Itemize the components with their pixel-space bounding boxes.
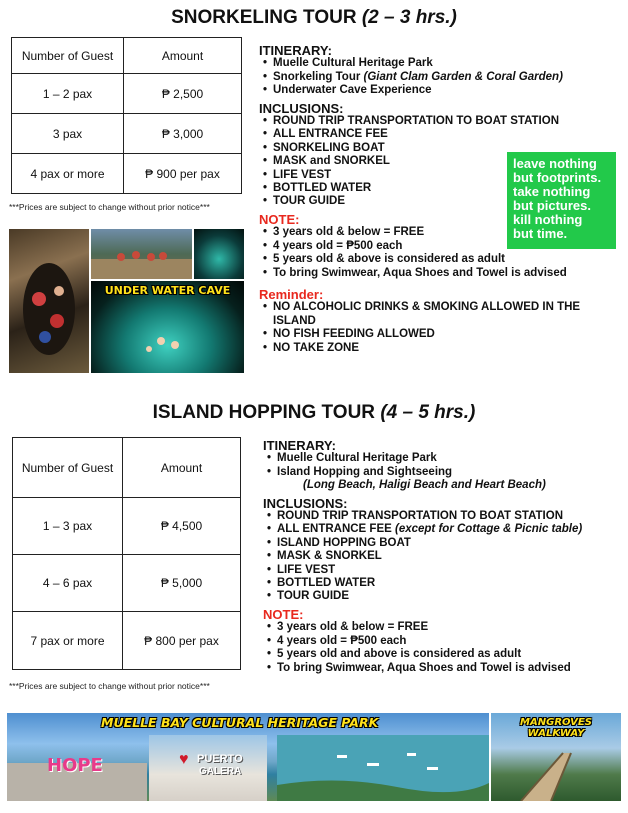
itinerary-heading: ITINERARY: [259,43,332,58]
list-item: • 3 years old & below = FREE [273,226,619,239]
snorkeling-duration: (2 – 3 hrs.) [361,7,457,28]
reminder-heading: Reminder: [259,286,324,302]
list-item: • To bring Swimwear, Aqua Shoes and Towel is advised [273,267,619,280]
bay-illustration [277,735,489,801]
itinerary-list [259,57,619,101]
amount-cell: ₱ 2,500 [124,74,242,114]
cave-photo [9,229,89,373]
island-price-note: ***Prices are subject to change without prior notice*** [9,681,210,691]
list-item [273,71,619,84]
galera-sign: GALERA [199,766,242,777]
list-item: • BOTTLED WATER [277,577,623,590]
amount-cell: ₱ 900 per pax [124,154,242,194]
itinerary-italic: (Giant Clam Garden & Coral Garden) [363,70,563,83]
quote-line: but pictures. [513,198,592,213]
island-details [263,439,623,679]
quote-line: leave nothing [513,156,597,171]
table-row [12,114,242,154]
list-item: • 4 years old = ₱500 each [273,240,619,253]
list-item: • MASK and SNORKEL [273,155,619,168]
table-header-amount: Amount [123,438,241,498]
guest-cell: 3 pax [12,114,124,154]
list-item: • ROUND TRIP TRANSPORTATION TO BOAT STATION [273,115,619,128]
boardwalk-illustration [491,713,621,801]
island-price-table [12,437,241,670]
list-item [277,523,623,536]
table-header-guest: Number of Guest [12,38,124,74]
mangroves-caption: MANGROVES WALKWAY [520,717,592,739]
note-heading: NOTE: [259,211,300,227]
list-item: • 5 years old and above is considered as adult [277,648,623,661]
island-title-text: ISLAND HOPPING TOUR [152,402,376,423]
list-item: • Underwater Cave Experience [273,84,619,97]
list-item: • LIFE VEST [277,564,623,577]
amount-cell: ₱ 5,000 [123,555,241,612]
note-list [263,621,623,679]
list-item: • Muelle Cultural Heritage Park [273,57,619,70]
note-heading: NOTE: [263,606,304,622]
table-header-row [12,38,242,74]
guest-cell: 1 – 3 pax [13,498,123,555]
guest-cell: 7 pax or more [13,612,123,670]
table-row [13,612,241,670]
mangroves-walkway-photo [491,713,621,801]
snorkeling-price-table [11,37,242,194]
table-row [12,74,242,114]
quote-line: but time. [513,226,568,241]
itinerary-beaches: (Long Beach, Haligi Beach and Heart Beach) [303,479,546,492]
beach-group-photo [91,229,192,279]
guest-cell: 1 – 2 pax [12,74,124,114]
island-title [0,402,628,424]
inclusions-list [263,510,623,608]
list-item: • BOTTLED WATER [273,182,619,195]
group-illustration [91,229,192,279]
inclusions-heading: INCLUSIONS: [259,100,344,116]
itinerary-heading: ITINERARY: [263,438,336,453]
list-item: • Muelle Cultural Heritage Park [277,452,623,465]
guest-cell: 4 pax or more [12,154,124,194]
list-item: • NO ALCOHOLIC DRINKS & SMOKING ALLOWED IN THE ISLAND [273,301,619,328]
inclusion-italic: (except for Cottage & Picnic table) [395,523,583,536]
list-item: • To bring Swimwear, Aqua Shoes and Towel is advised [277,662,623,675]
snorkeling-price-note: ***Prices are subject to change without prior notice*** [9,202,210,212]
swimmers-illustration [91,281,244,373]
underwater-cave-caption: UNDER WATER CAVE [104,284,231,297]
guest-cell: 4 – 6 pax [13,555,123,612]
puerto-sign: PUERTO [197,753,243,765]
list-item: • MASK & SNORKEL [277,550,623,563]
list-item: • LIFE VEST [273,169,619,182]
inclusion-text: ALL ENTRANCE FEE [277,523,392,536]
amount-cell: ₱ 3,000 [124,114,242,154]
list-item: • ALL ENTRANCE FEE [273,128,619,141]
table-row [13,555,241,612]
underwater-cave-photo [91,281,244,373]
inclusions-heading: INCLUSIONS: [263,495,348,511]
puerto-galera-sign-photo [149,735,267,801]
table-header-amount: Amount [124,38,242,74]
snorkeling-title-text: SNORKELING TOUR [171,7,357,28]
table-row [13,498,241,555]
heart-icon: ♥ [179,751,189,768]
amount-cell: ₱ 800 per pax [123,612,241,670]
reminder-list [259,301,619,359]
hope-sign: HOPE [47,755,103,776]
cave-people-illustration [9,229,89,373]
list-item: • 5 years old & above is considered as adult [273,253,619,266]
list-item: • ISLAND HOPPING BOAT [277,537,623,550]
itinerary-text: Snorkeling Tour [273,70,361,83]
table-header-guest: Number of Guest [13,438,123,498]
quote-line: take nothing [513,184,591,199]
cave-pool-photo [194,229,244,279]
amount-cell: ₱ 4,500 [123,498,241,555]
list-item: • ROUND TRIP TRANSPORTATION TO BOAT STATION [277,510,623,523]
list-item: • TOUR GUIDE [277,590,623,603]
itinerary-list [263,452,623,483]
snorkeling-title [0,7,628,29]
quote-box [507,152,616,249]
list-item: • 3 years old & below = FREE [277,621,623,634]
quote-line: but footprints. [513,170,602,185]
list-item: • SNORKELING BOAT [273,142,619,155]
list-item: • TOUR GUIDE [273,195,619,208]
island-duration: (4 – 5 hrs.) [380,402,476,423]
table-header-row [13,438,241,498]
list-item: • NO TAKE ZONE [273,342,619,355]
muelle-bay-banner [7,713,489,801]
muelle-bay-caption: MUELLE BAY CULTURAL HERITAGE PARK [101,715,379,730]
list-item: • 4 years old = ₱500 each [277,635,623,648]
list-item: • Island Hopping and Sightseeing [277,466,623,479]
table-row [12,154,242,194]
quote-line: kill nothing [513,212,583,227]
list-item: • NO FISH FEEDING ALLOWED [273,328,619,341]
